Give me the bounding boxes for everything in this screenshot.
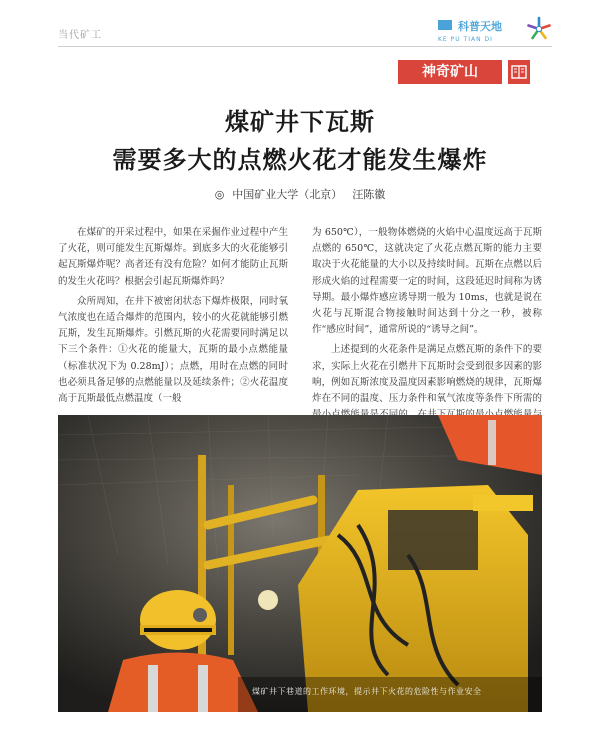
brand-title: 科普天地 bbox=[458, 20, 502, 33]
brand-subtitle: KE PU TIAN DI bbox=[438, 36, 493, 43]
book-icon bbox=[508, 60, 530, 84]
star-logo-icon bbox=[526, 16, 552, 42]
photo-caption: 煤矿井下巷道的工作环境，提示井下火花的危险性与作业安全 bbox=[252, 687, 482, 696]
article-title-line-2: 需要多大的点燃火花才能发生爆炸 bbox=[112, 146, 488, 174]
header-rule bbox=[58, 46, 552, 47]
paragraph: 为 650℃），一般物体燃烧的火焰中心温度远高于瓦斯点燃的 650℃，这就决定了火花点燃瓦斯的能力主要取决于火花能量的大小以及持续时间。瓦斯在点燃以后形成火焰的过程需要一定的时间，这段延迟时间称为诱导期。最小爆炸感应诱导期一般为 10ms，也就是说在火花与瓦斯混合物接触时间达到十分之一秒，被称作“感应时间”，通常所说的“诱导之间”。 bbox=[312, 227, 542, 336]
mine-tunnel-photo bbox=[58, 415, 542, 712]
body-column-left bbox=[58, 225, 288, 411]
section-tag: 神奇矿山 bbox=[398, 60, 502, 84]
byline bbox=[0, 186, 600, 202]
author-affiliation: 中国矿业大学（北京） bbox=[232, 188, 343, 201]
author-name: 汪陈徽 bbox=[352, 188, 386, 201]
paragraph: 在煤矿的开采过程中，如果在采掘作业过程中产生了火花，则可能发生瓦斯爆炸。到底多大的火花能够引起瓦斯爆炸呢？高者还有没有危险？如何才能防止瓦斯的发生火花吗？根据会引起瓦斯爆炸吗？ bbox=[58, 227, 288, 287]
brand-bar bbox=[438, 20, 452, 30]
mine-scene-illustration bbox=[58, 415, 542, 712]
article-title-line-1: 煤矿井下瓦斯 bbox=[225, 108, 375, 136]
byline-symbol: ◎ bbox=[214, 188, 225, 201]
paragraph: 众所周知，在井下被密闭状态下爆炸极限，同时氧气浓度也在适合爆炸的范围内，较小的火花就能够引燃瓦斯，发生瓦斯爆炸。引燃瓦斯的火花需要同时满足以下三个条件：①火花的能量大，瓦斯的最小点燃能量（标准状况下为 0.28mJ）；点燃，用时在点燃的同时也必须具备足够的点燃能量以及延续条件；②火花温度高于瓦斯最低点燃温度（一般 bbox=[58, 295, 288, 405]
magazine-name: 当代矿工 bbox=[58, 30, 102, 41]
paragraph: 上述提到的火花条件是满足点燃瓦斯的条件下的要求，实际上火花在引燃井下瓦斯时会受到很多因素的影响，例如瓦斯浓度及温度因素影响燃烧的规律，瓦斯爆炸在不同的温度、压力条件和氧气浓度等条件下所需的 bbox=[312, 344, 542, 405]
column-brand bbox=[432, 14, 552, 48]
